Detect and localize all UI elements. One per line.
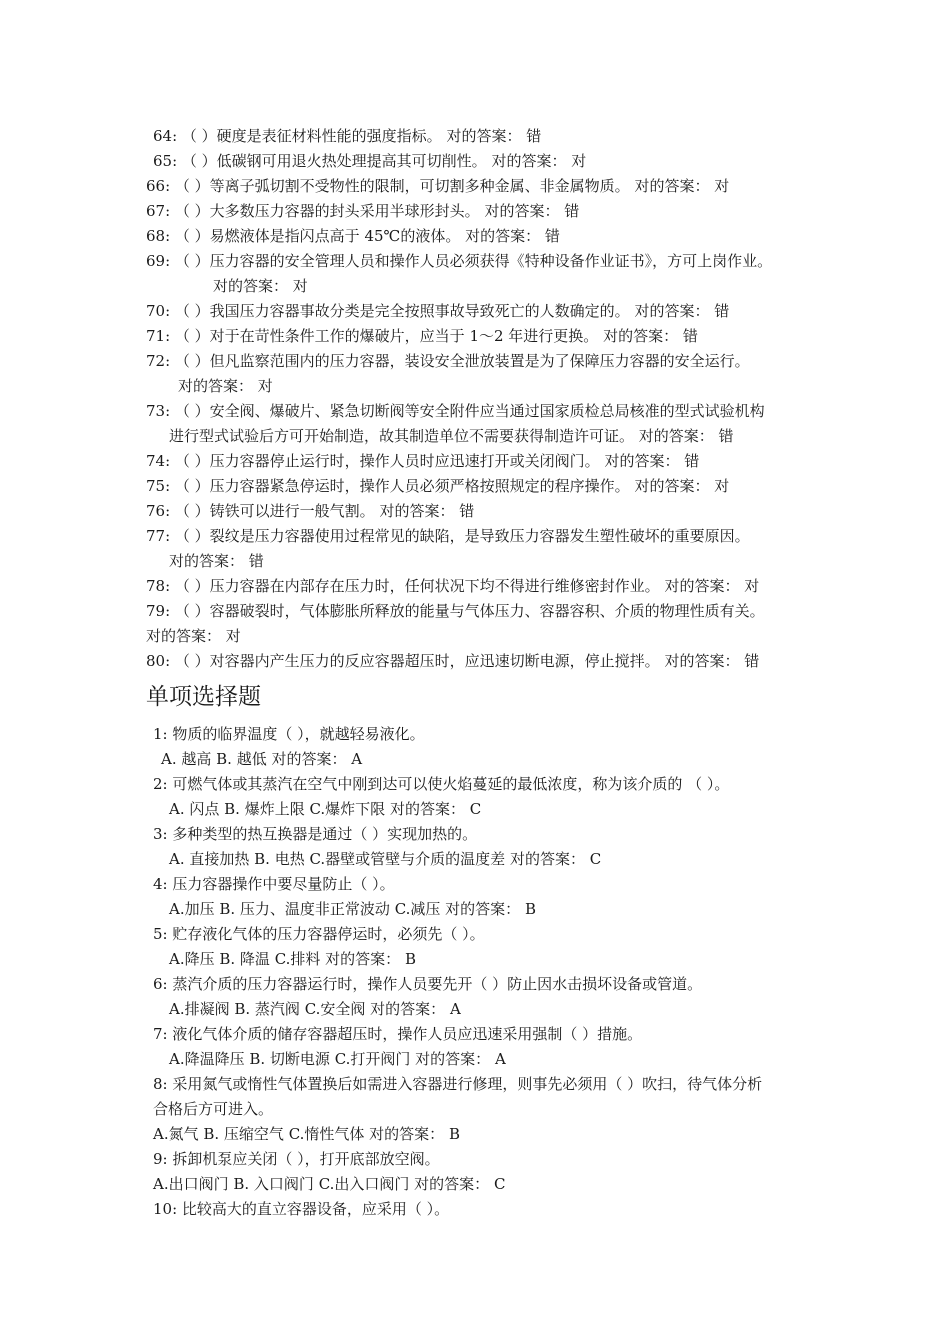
section-title: 单项选择题 <box>146 684 261 710</box>
question-line: 79: （ ）容器破裂时，气体膨胀所释放的能量与气体压力、容器容积、介质的物理性质有关。 <box>146 602 765 620</box>
options-line: A.降温降压 B. 切断电源 C.打开阀门 对的答案： A <box>169 1050 506 1068</box>
question-line: 72: （ ）但凡监察范围内的压力容器，装设安全泄放装置是为了保障压力容器的安全运行。 <box>146 352 750 370</box>
question-line: 7: 液化气体介质的储存容器超压时，操作人员应迅速采用强制（ ）措施。 <box>153 1025 643 1043</box>
options-line: A.降压 B. 降温 C.排料 对的答案： B <box>169 950 416 968</box>
question-line: 73: （ ）安全阀、爆破片、紧急切断阀等安全附件应当通过国家质检总局核准的型式试验机构 <box>146 402 765 420</box>
question-line: 64: （ ）硬度是表征材料性能的强度指标。 对的答案： 错 <box>153 127 542 145</box>
question-line: 8: 采用氮气或惰性气体置换后如需进入容器进行修理，则事先必须用（ ）吹扫，待气体分析 <box>153 1075 763 1093</box>
question-line: 4: 压力容器操作中要尽量防止（ ）。 <box>153 875 395 893</box>
question-line: 68: （ ）易燃液体是指闪点高于 45℃的液体。 对的答案： 错 <box>146 227 560 245</box>
question-line: 1: 物质的临界温度（ ），就越轻易液化。 <box>153 725 425 743</box>
question-line: 80: （ ）对容器内产生压力的反应容器超压时，应迅速切断电源，停止搅拌。 对的答案： 错 <box>146 652 760 670</box>
options-line: A.出口阀门 B. 入口阀门 C.出入口阀门 对的答案： C <box>153 1175 506 1193</box>
question-line: 65: （ ）低碳钢可用退火热处理提高其可切削性。 对的答案： 对 <box>153 152 587 170</box>
question-line: 5: 贮存液化气体的压力容器停运时，必须先（ ）。 <box>153 925 485 943</box>
answer-line: 对的答案： 错 <box>169 552 264 570</box>
options-line: A. 直接加热 B. 电热 C.器壁或管壁与介质的温度差 对的答案： C <box>169 850 602 868</box>
question-continuation: 进行型式试验后方可开始制造，故其制造单位不需要获得制造许可证。 对的答案： 错 <box>169 427 734 445</box>
question-line: 69: （ ）压力容器的安全管理人员和操作人员必须获得《特种设备作业证书》，方可上岗作业。 <box>146 252 773 270</box>
question-line: 74: （ ）压力容器停止运行时，操作人员时应迅速打开或关闭阀门。 对的答案： 错 <box>146 452 700 470</box>
question-line: 10: 比较高大的直立容器设备，应采用（ ）。 <box>153 1200 450 1218</box>
question-line: 6: 蒸汽介质的压力容器运行时，操作人员要先开（ ）防止因水击损坏设备或管道。 <box>153 975 703 993</box>
question-line: 71: （ ）对于在苛性条件工作的爆破片，应当于 1～2 年进行更换。 对的答案： 错 <box>146 327 698 345</box>
question-continuation: 合格后方可进入。 <box>153 1100 274 1118</box>
question-line: 75: （ ）压力容器紧急停运时，操作人员必须严格按照规定的程序操作。 对的答案： 对 <box>146 477 730 495</box>
answer-line: 对的答案： 对 <box>178 377 273 395</box>
question-line: 78: （ ）压力容器在内部存在压力时，任何状况下均不得进行维修密封作业。 对的答案： 对 <box>146 577 760 595</box>
options-line: A. 闪点 B. 爆炸上限 C.爆炸下限 对的答案： C <box>169 800 482 818</box>
question-line: 67: （ ）大多数压力容器的封头采用半球形封头。 对的答案： 错 <box>146 202 580 220</box>
options-line: A. 越高 B. 越低 对的答案： A <box>161 750 363 768</box>
question-line: 76: （ ）铸铁可以进行一般气割。 对的答案： 错 <box>146 502 475 520</box>
answer-line: 对的答案： 对 <box>213 277 308 295</box>
question-line: 2: 可燃气体或其蒸汽在空气中刚到达可以使火焰蔓延的最低浓度，称为该介质的 （ ）。 <box>153 775 730 793</box>
options-line: A.加压 B. 压力、温度非正常波动 C.减压 对的答案： B <box>169 900 536 918</box>
question-line: 66: （ ）等离子弧切割不受物性的限制，可切割多种金属、非金属物质。 对的答案： 对 <box>146 177 730 195</box>
question-line: 77: （ ）裂纹是压力容器使用过程常见的缺陷，是导致压力容器发生塑性破坏的重要原因。 <box>146 527 750 545</box>
answer-line: 对的答案： 对 <box>146 627 241 645</box>
options-line: A.排凝阀 B. 蒸汽阀 C.安全阀 对的答案： A <box>169 1000 461 1018</box>
question-line: 70: （ ）我国压力容器事故分类是完全按照事故导致死亡的人数确定的。 对的答案： 错 <box>146 302 730 320</box>
question-line: 9: 拆卸机泵应关闭（ ），打开底部放空阀。 <box>153 1150 440 1168</box>
options-line: A.氮气 B. 压缩空气 C.惰性气体 对的答案： B <box>153 1125 460 1143</box>
question-line: 3: 多种类型的热互换器是通过（ ）实现加热的。 <box>153 825 478 843</box>
